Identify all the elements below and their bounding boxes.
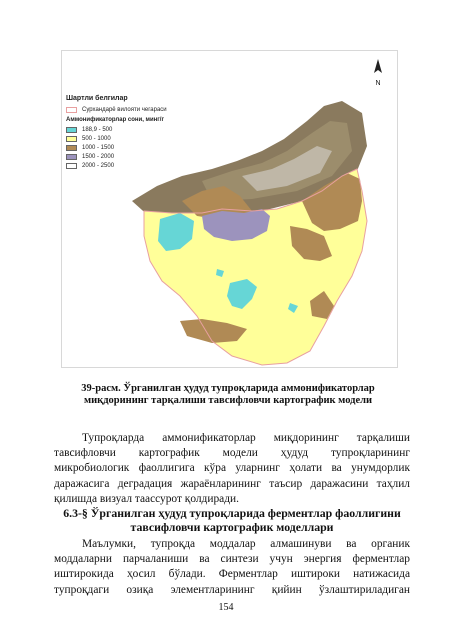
north-arrow: [369, 58, 387, 86]
text-line: даражасига деградация жараёнларининг таъсир даражасини таҳлил: [54, 477, 410, 490]
legend-class-row: [66, 143, 184, 152]
legend-swatch: [66, 136, 77, 142]
figure-caption: 39-расм. Ўрганилган ҳудуд тупроқларида аммонификаторлар миқдорининг тарқалиши тавсифловчи картографик модели: [81, 383, 375, 406]
legend-class-label: 1000 - 1500: [82, 144, 115, 151]
legend-class-label: 500 - 1000: [82, 135, 111, 142]
legend-swatch: [66, 145, 77, 151]
map-legend: [66, 95, 184, 170]
text-line: тавсифловчи картографик модели ҳудуд тупроқларининг: [54, 447, 410, 460]
legend-swatch: [66, 154, 77, 160]
section-heading: 6.3-§ Ўрганилган ҳудуд тупроқларида ферментлар фаоллигини тавсифловчи картографик моделлари: [63, 506, 401, 534]
legend-class-title: Аммонификаторлар сони, минг/г: [66, 117, 164, 123]
paragraph-2: [54, 537, 410, 598]
legend-boundary-label: Сурхандарё вилояти чегараси: [82, 106, 167, 113]
text-line: моддаларни парчаланиши ва синтези учун энергия ферментлар: [54, 553, 410, 566]
text-line: иштирокида ҳосил бўлади. Ферментлар иштироки натижасида: [54, 568, 410, 581]
text-line: қилишда визуал таассурот қолдиради.: [54, 492, 239, 505]
text-line: микробиологик фаоллигига кўра уларнинг ҳолати ва унумдорлик: [54, 462, 410, 475]
legend-boundary-row: [66, 105, 184, 114]
boundary-swatch: [66, 107, 77, 113]
north-arrow-icon: [369, 58, 387, 78]
legend-class-label: 2000 - 2500: [82, 162, 115, 169]
legend-class-row: [66, 134, 184, 143]
legend-class-row: [66, 152, 184, 161]
legend-swatch: [66, 163, 77, 169]
north-label: N: [375, 80, 381, 87]
legend-class-row: [66, 125, 184, 134]
legend-swatch: [66, 127, 77, 133]
text-line: тупроқдаги озиқа элементларининг қийин ўзлаштириладиган: [54, 583, 410, 596]
legend-class-label: 188,9 - 500: [82, 126, 113, 133]
text-line: Маълумки, тупроқда моддалар алмашинуви ва органик: [82, 538, 410, 550]
legend-title: Шартли белгилар: [66, 95, 128, 102]
legend-class-label: 1500 - 2000: [82, 153, 115, 160]
text-line: Тупроқларда аммонификаторлар миқдорининг тарқалиши: [82, 432, 410, 444]
page-number: 154: [218, 602, 234, 613]
paragraph-1: [54, 431, 410, 507]
legend-class-row: [66, 161, 184, 170]
